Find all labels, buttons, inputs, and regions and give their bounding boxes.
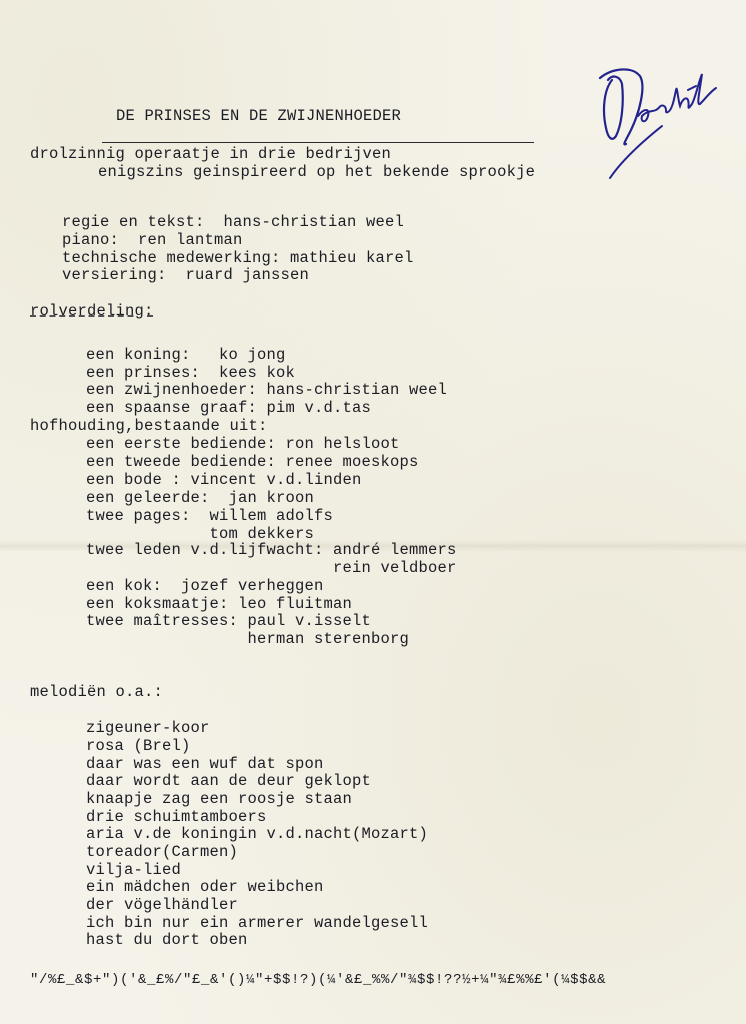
melodie-item: der vögelhändler <box>86 896 239 914</box>
subtitle-line-1: drolzinnig operaatje in drie bedrijven <box>30 145 392 163</box>
melodie-item: ein mädchen oder weibchen <box>86 878 324 896</box>
typewriter-test-line: "/%£_&$+")('&_£%/"£_&'()¼"+$$!?)(¼'&£_%%/"¾$$!??½+¼"¾£%%£'(¼$$&& <box>30 972 607 988</box>
title-underline <box>102 142 534 143</box>
melodie-item: vilja-lied <box>86 861 182 879</box>
role-line: een zwijnenhoeder: hans-christian weel <box>86 381 448 399</box>
court-role-line: herman sterenborg <box>86 630 410 648</box>
melodie-item: toreador(Carmen) <box>86 843 239 861</box>
court-role-line: een koksmaatje: leo fluitman <box>86 595 353 613</box>
credit-line: regie en tekst: hans-christian weel <box>62 213 405 231</box>
credit-line: technische medewerking: mathieu karel <box>62 249 414 267</box>
court-role-line: rein veldboer <box>86 559 457 577</box>
melodie-item: drie schuimtamboers <box>86 808 267 826</box>
role-line: een spaanse graaf: pim v.d.tas <box>86 399 372 417</box>
melodien-heading: melodiën o.a.: <box>30 683 164 701</box>
court-role-line: een tweede bediende: renee moeskops <box>86 453 419 471</box>
melodie-item: aria v.de koningin v.d.nacht(Mozart) <box>86 825 429 843</box>
subtitle-line-2: enigszins geinspireerd op het bekende sprookje <box>98 163 536 181</box>
melodie-item: hast du dort oben <box>86 931 248 949</box>
court-role-line: twee leden v.d.lijfwacht: andré lemmers <box>86 541 457 559</box>
rolverdeling-heading: rolverdeling: <box>30 302 154 320</box>
court-role-line: twee pages: willem adolfs <box>86 507 334 525</box>
court-role-line: een geleerde: jan kroon <box>86 489 315 507</box>
role-line: een prinses: kees kok <box>86 364 296 382</box>
document-title: DE PRINSES EN DE ZWIJNENHOEDER <box>116 107 402 125</box>
role-line: een koning: ko jong <box>86 346 286 364</box>
court-role-line: een eerste bediende: ron helsloot <box>86 435 400 453</box>
court-role-line: tom dekkers <box>86 525 315 543</box>
credit-line: piano: ren lantman <box>62 231 243 249</box>
court-role-line: twee maîtresses: paul v.isselt <box>86 612 372 630</box>
handwritten-signature <box>582 50 732 180</box>
court-role-line: een kok: jozef verheggen <box>86 577 324 595</box>
melodie-item: rosa (Brel) <box>86 737 191 755</box>
melodie-item: daar was een wuf dat spon <box>86 755 324 773</box>
melodie-item: daar wordt aan de deur geklopt <box>86 772 372 790</box>
credit-line: versiering: ruard janssen <box>62 266 310 284</box>
court-role-line: een bode : vincent v.d.linden <box>86 471 362 489</box>
hofhouding-line: hofhouding,bestaande uit: <box>30 417 268 435</box>
melodie-item: knaapje zag een roosje staan <box>86 790 353 808</box>
melodie-item: ich bin nur ein armerer wandelgesell <box>86 914 429 932</box>
melodie-item: zigeuner-koor <box>86 719 210 737</box>
